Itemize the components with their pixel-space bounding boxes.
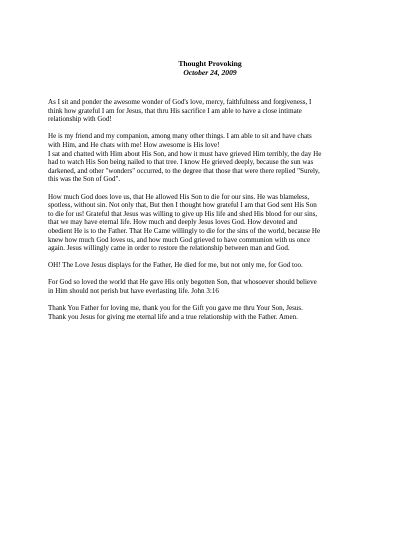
document-date: October 24, 2009 (183, 67, 237, 77)
document-body (48, 98, 386, 330)
paragraph-love: How much God does love us, that He allowed His Son to die for our sins. He was blameless, spotless, without sin. Not only that, But then I thought how grateful I am that God sent His Son to die for us! Grateful that Jesus was willing to give up His life and shed His blood for our sins, that we may have eternal life. How much and deeply Jesus loves God. How devoted and obedient He is to the Father. That He Came willingly to die for the sins of the world, because He knew how much God loves us, and how much God grieved to have communion with us once again. Jesus willingly came in order to restore the relationship between man and God. (48, 192, 321, 253)
document-header (0, 60, 420, 77)
paragraph-exclamation: OH! The Love Jesus displays for the Father, He died for me, but not only me, for God too. (48, 261, 303, 270)
paragraph-scripture: For God so loved the world that He gave His only begotten Son, that whosoever should believe in Him should not perish but have everlasting life. John 3:16 (48, 278, 317, 296)
paragraph-friend: He is my friend and my companion, among many other things. I am able to sit and have chats with Him, and He chats with me! How awesome is His love! I sat and chatted with Him about His Son, and how it must have grieved Him terribly, the day He had to watch His Son being nailed to that tree. I know He grieved deeply, because the sun was darkened, and other "wonders" occurred, to the degree that those that were there replied "Surely, this was the Son of God". (48, 132, 322, 184)
paragraph-intro: As I sit and ponder the awesome wonder of God's love, mercy, faithfulness and forgiveness, I think how grateful I am for Jesus, that thru His sacrifice I am able to have a close intimate relationship with God! (48, 98, 312, 124)
document-title: Thought Provoking (178, 59, 242, 68)
paragraph-prayer: Thank You Father for loving me, thank you for the Gift you gave me thru Your Son, Jesus. Thank you Jesus for giving me eternal life and a true relationship with the Father. Amen. (48, 304, 303, 321)
